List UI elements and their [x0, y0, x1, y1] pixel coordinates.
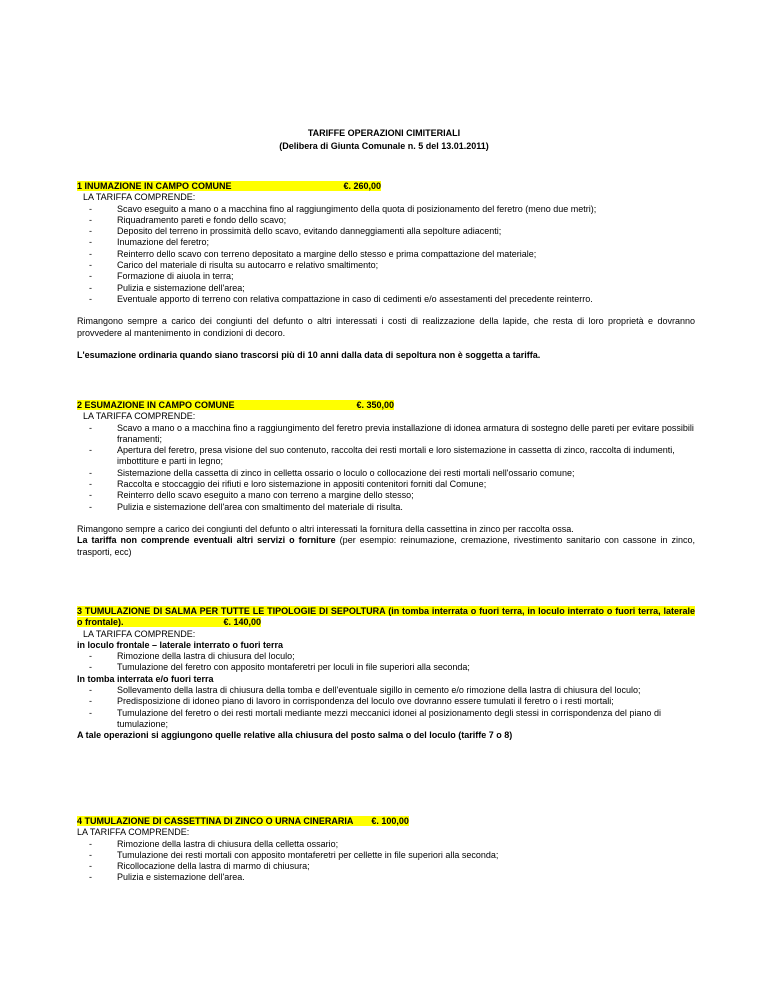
list-item: - Scavo a mano o a macchina fino a raggiungimento del feretro previa installazione di idonea armatura di sostegno delle pareti per evitare possibili franamenti; — [77, 423, 695, 446]
title-subtitle: (Delibera di Giunta Comunale n. 5 del 13.01.2011) — [279, 141, 489, 151]
section-1 — [77, 181, 695, 361]
list-item: - Raccolta e stoccaggio dei rifiuti e loro sistemazione in appositi contenitori forniti dal Comune; — [77, 479, 695, 490]
list-item: - Ricollocazione della lastra di marmo di chiusura; — [77, 861, 695, 872]
section-2-paragraph-2-bold: La tariffa non comprende eventuali altri servizi o forniture — [77, 535, 336, 546]
list-item: - Tumulazione dei resti mortali con apposito montaferetri per cellette in file superiori alla seconda; — [77, 850, 695, 861]
section-1-header — [77, 181, 695, 192]
document-title — [0, 127, 768, 153]
section-3-note: A tale operazioni si aggiungono quelle relative alla chiusura del posto salma o del loculo (tariffe 7 o 8) — [77, 730, 513, 741]
section-4-header — [77, 816, 695, 827]
section-1-paragraph: Rimangono sempre a carico dei congiunti del defunto o altri interessati i costi di realizzazione della lapide, che resta di loro proprietà e dovranno provvedere al mantenimento in condizioni di decoro. — [77, 316, 695, 338]
section-1-intro: LA TARIFFA COMPRENDE: — [83, 192, 196, 203]
list-item: - Pulizia e sistemazione dell'area; — [77, 283, 695, 294]
section-2 — [77, 400, 695, 558]
section-2-paragraph-2: (per esempio: reinumazione, cremazione, rivestimento sanitario con cassone in zinco, trasporti, ecc) — [77, 535, 695, 557]
section-3-subheading-1: in loculo frontale – laterale interrato o fuori terra — [77, 639, 284, 650]
section-4-list — [77, 839, 695, 884]
section-1-price: €. 260,00 — [343, 181, 382, 191]
section-2-paragraph — [77, 524, 695, 558]
section-3-title: 3 TUMULAZIONE DI SALMA PER TUTTE LE TIPOLOGIE DI SEPOLTURA (in tomba interrata o fuori terra, in loculo interrato o fuori terra, laterale o frontale). — [77, 606, 695, 628]
section-3 — [77, 606, 695, 742]
list-item: - Reinterro dello scavo eseguito a mano con terreno a margine dello stesso; — [77, 490, 695, 501]
section-3-subheading-2: In tomba interrata e/o fuori terra — [77, 673, 214, 684]
section-1-list — [77, 204, 695, 306]
section-2-intro: LA TARIFFA COMPRENDE: — [83, 411, 196, 422]
list-item: - Sollevamento della lastra di chiusura della tomba e dell'eventuale sigillo in cemento e/o rimozione della lastra di chiusura del loculo; — [77, 685, 695, 696]
list-item: - Inumazione del feretro; — [77, 237, 695, 248]
list-item: - Apertura del feretro, presa visione del suo contenuto, raccolta dei resti mortali e loro sistemazione in cassetta di zinco, raccolta di indumenti, imbottiture e parti in legno; — [77, 445, 695, 468]
section-1-note: L'esumazione ordinaria quando siano trascorsi più di 10 anni dalla data di sepoltura non è soggetta a tariffa. — [77, 349, 541, 360]
section-4-title: 4 TUMULAZIONE DI CASSETTINA DI ZINCO O URNA CINERARIA — [77, 816, 354, 826]
list-item: - Predisposizione di idoneo piano di lavoro in corrispondenza del loculo ove dovranno essere tumulati il feretro o i resti mortali; — [77, 696, 695, 707]
list-item: - Reinterro dello scavo con terreno depositato a margine dello stesso e prima compattazione del materiale; — [77, 249, 695, 260]
list-item: - Pulizia e sistemazione dell'area. — [77, 872, 695, 883]
section-2-price: €. 350,00 — [356, 400, 395, 410]
section-4-intro: LA TARIFFA COMPRENDE: — [77, 827, 190, 838]
list-item: - Deposito del terreno in prossimità dello scavo, evitando danneggiamenti alla sepolture adiacenti; — [77, 226, 695, 237]
section-4-price: €. 100,00 — [371, 816, 409, 826]
section-2-title: 2 ESUMAZIONE IN CAMPO COMUNE — [77, 400, 235, 410]
list-item: - Rimozione della lastra di chiusura della celletta ossario; — [77, 839, 695, 850]
list-item: - Pulizia e sistemazione dell'area con smaltimento del materiale di risulta. — [77, 502, 695, 513]
section-3-list-1 — [77, 651, 695, 674]
section-4 — [77, 816, 695, 884]
section-3-header — [77, 606, 695, 629]
list-item: - Eventuale apporto di terreno con relativa compattazione in caso di cedimenti e/o assestamenti del precedente reinterro. — [77, 294, 695, 305]
list-item: - Riquadramento pareti e fondo dello scavo; — [77, 215, 695, 226]
list-item: - Tumulazione del feretro con apposito montaferetri per loculi in file superiori alla seconda; — [77, 662, 695, 673]
section-2-list — [77, 423, 695, 513]
list-item: - Formazione di aiuola in terra; — [77, 271, 695, 282]
list-item: - Tumulazione del feretro o dei resti mortali mediante mezzi meccanici idonei al posizionamento degli stessi in corrispondenza del piano di tumulazione; — [77, 708, 695, 731]
section-3-list-2 — [77, 685, 695, 730]
section-2-paragraph-1: Rimangono sempre a carico dei congiunti del defunto o altri interessati la fornitura della cassettina in zinco per raccolta ossa. — [77, 523, 574, 534]
list-item: - Scavo eseguito a mano o a macchina fino al raggiungimento della quota di posizionamento del feretro (meno due metri); — [77, 204, 695, 215]
list-item: - Rimozione della lastra di chiusura del loculo; — [77, 651, 695, 662]
title-main: TARIFFE OPERAZIONI CIMITERIALI — [307, 128, 461, 138]
section-3-intro: LA TARIFFA COMPRENDE: — [83, 628, 196, 639]
section-1-title: 1 INUMAZIONE IN CAMPO COMUNE — [77, 181, 232, 191]
list-item: - Carico del materiale di risulta su autocarro e relativo smaltimento; — [77, 260, 695, 271]
section-3-price: €. 140,00 — [223, 617, 262, 628]
list-item: - Sistemazione della cassetta di zinco in celletta ossario o loculo o collocazione dei resti mortali nell'ossario comune; — [77, 468, 695, 479]
section-2-header — [77, 400, 695, 411]
